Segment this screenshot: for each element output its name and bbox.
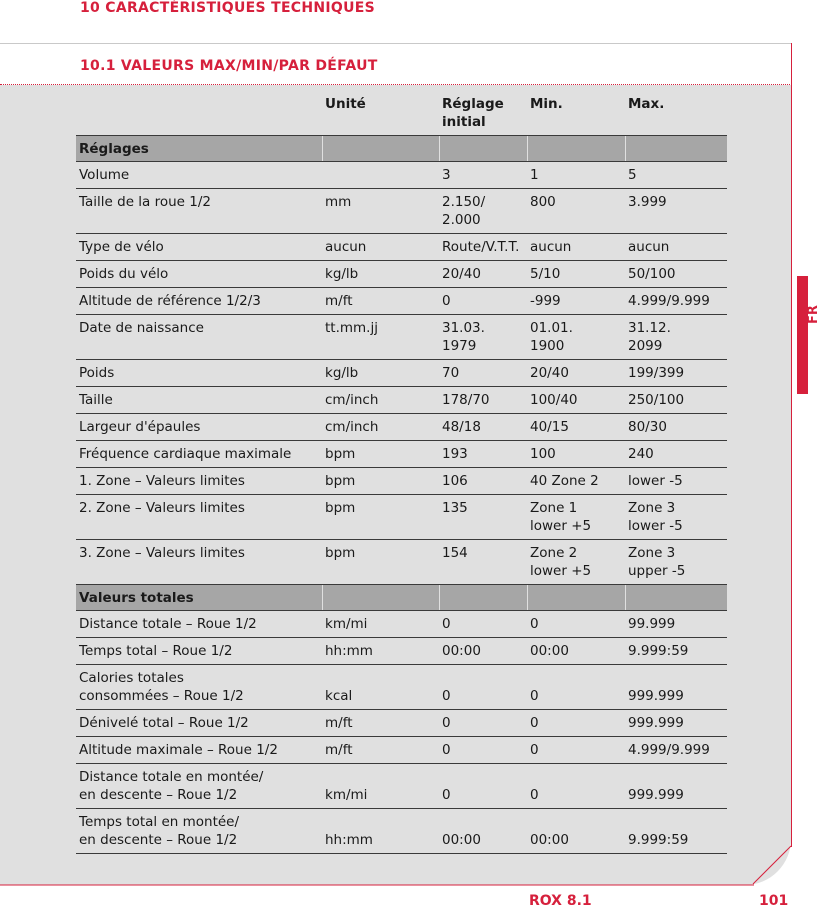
dotted-divider <box>0 84 792 85</box>
table-cell: 9.999:59 <box>625 809 727 854</box>
table-cell: 00:00 <box>439 638 527 665</box>
table-cell: cm/inch <box>322 387 439 414</box>
table-cell: m/ft <box>322 288 439 315</box>
table-row <box>76 414 727 441</box>
table-row <box>76 189 727 234</box>
table-cell: bpm <box>322 540 439 585</box>
table-cell: aucun <box>625 234 727 261</box>
table-row <box>76 764 727 809</box>
table-cell: Largeur d'épaules <box>76 414 322 441</box>
table-cell: lower -5 <box>625 468 727 495</box>
table-cell: 3. Zone – Valeurs limites <box>76 540 322 585</box>
table-cell: 2.150/ 2.000 <box>439 189 527 234</box>
table-row <box>76 234 727 261</box>
table-row <box>76 540 727 585</box>
table-cell: 1 <box>527 162 625 189</box>
table-row <box>76 495 727 540</box>
table-cell: cm/inch <box>322 414 439 441</box>
section-cell <box>439 585 527 611</box>
table-cell: 0 <box>527 710 625 737</box>
table-row <box>76 611 727 638</box>
table-cell: aucun <box>527 234 625 261</box>
table-cell: Altitude de référence 1/2/3 <box>76 288 322 315</box>
table-cell: kg/lb <box>322 261 439 288</box>
table-row <box>76 441 727 468</box>
section-title-cell: Réglages <box>76 136 322 162</box>
table-cell: 3.999 <box>625 189 727 234</box>
section-row <box>76 585 727 611</box>
table-cell: 50/100 <box>625 261 727 288</box>
table-cell: Poids du vélo <box>76 261 322 288</box>
table-cell: mm <box>322 189 439 234</box>
table-cell: 0 <box>527 665 625 710</box>
table-cell: 0 <box>527 737 625 764</box>
table-cell: Zone 3 lower -5 <box>625 495 727 540</box>
header-cell: Unité <box>322 91 439 136</box>
table-row <box>76 288 727 315</box>
section-cell <box>439 136 527 162</box>
table-cell: tt.mm.jj <box>322 315 439 360</box>
table-cell: 0 <box>439 611 527 638</box>
table-cell: 5/10 <box>527 261 625 288</box>
table-cell: Distance totale – Roue 1/2 <box>76 611 322 638</box>
table-cell: 0 <box>439 737 527 764</box>
table-cell: 70 <box>439 360 527 387</box>
table-cell: hh:mm <box>322 638 439 665</box>
table-cell: 0 <box>527 611 625 638</box>
table-cell: Altitude maximale – Roue 1/2 <box>76 737 322 764</box>
table-cell: Zone 1 lower +5 <box>527 495 625 540</box>
table-cell: 250/100 <box>625 387 727 414</box>
table-cell: bpm <box>322 441 439 468</box>
table-cell: -999 <box>527 288 625 315</box>
table-cell: 80/30 <box>625 414 727 441</box>
table-cell: 0 <box>527 764 625 809</box>
table-cell: Date de naissance <box>76 315 322 360</box>
table-row <box>76 360 727 387</box>
table-cell: Volume <box>76 162 322 189</box>
section-cell <box>625 136 727 162</box>
table-cell: m/ft <box>322 737 439 764</box>
section-cell <box>527 585 625 611</box>
table-cell: 800 <box>527 189 625 234</box>
table-cell: Distance totale en montée/ en descente – Roue 1/2 <box>76 764 322 809</box>
table-cell: 178/70 <box>439 387 527 414</box>
table-cell: 00:00 <box>527 809 625 854</box>
table-cell: 4.999/9.999 <box>625 288 727 315</box>
table-cell: Fréquence cardiaque maximale <box>76 441 322 468</box>
table-cell: Route/V.T.T. <box>439 234 527 261</box>
table-cell: Dénivelé total – Roue 1/2 <box>76 710 322 737</box>
table-cell: kcal <box>322 665 439 710</box>
table-cell: 999.999 <box>625 710 727 737</box>
table-cell: 5 <box>625 162 727 189</box>
table-row <box>76 809 727 854</box>
section-cell <box>322 585 439 611</box>
header-cell: Max. <box>625 91 727 136</box>
table-cell: 0 <box>439 288 527 315</box>
table-cell: Temps total – Roue 1/2 <box>76 638 322 665</box>
table-row <box>76 468 727 495</box>
section-cell <box>625 585 727 611</box>
section-cell <box>322 136 439 162</box>
table-cell: Zone 3 upper -5 <box>625 540 727 585</box>
table-cell: 999.999 <box>625 764 727 809</box>
table-cell: Taille <box>76 387 322 414</box>
table-cell: 154 <box>439 540 527 585</box>
table-row <box>76 387 727 414</box>
spec-table <box>76 91 727 854</box>
table-cell: km/mi <box>322 611 439 638</box>
chapter-title: 10 CARACTÉRISTIQUES TECHNIQUES <box>80 0 376 16</box>
section-row <box>76 136 727 162</box>
table-cell: 2. Zone – Valeurs limites <box>76 495 322 540</box>
header-cell: Réglage initial <box>439 91 527 136</box>
table-row <box>76 315 727 360</box>
table-row <box>76 638 727 665</box>
section-cell <box>527 136 625 162</box>
table-cell: 4.999/9.999 <box>625 737 727 764</box>
table-cell: Type de vélo <box>76 234 322 261</box>
table-cell: 135 <box>439 495 527 540</box>
table-cell: 48/18 <box>439 414 527 441</box>
table-cell: bpm <box>322 495 439 540</box>
table-row <box>76 261 727 288</box>
table-cell: 0 <box>439 764 527 809</box>
table-cell: 9.999:59 <box>625 638 727 665</box>
table-cell: 99.999 <box>625 611 727 638</box>
table-cell: 193 <box>439 441 527 468</box>
table-cell <box>322 162 439 189</box>
table-cell: 00:00 <box>527 638 625 665</box>
page-number: 101 <box>759 893 789 909</box>
table-cell: 01.01. 1900 <box>527 315 625 360</box>
table-cell: bpm <box>322 468 439 495</box>
table-cell: Zone 2 lower +5 <box>527 540 625 585</box>
table-cell: 106 <box>439 468 527 495</box>
table-cell: Calories totales consommées – Roue 1/2 <box>76 665 322 710</box>
table-row <box>76 162 727 189</box>
table-header-row <box>76 91 727 136</box>
table-cell: 31.12. 2099 <box>625 315 727 360</box>
table-cell: 3 <box>439 162 527 189</box>
table-row <box>76 665 727 710</box>
table-cell: kg/lb <box>322 360 439 387</box>
table-cell: 40/15 <box>527 414 625 441</box>
table-cell: m/ft <box>322 710 439 737</box>
table-cell: 999.999 <box>625 665 727 710</box>
table-cell: Poids <box>76 360 322 387</box>
table-cell: Taille de la roue 1/2 <box>76 189 322 234</box>
table-cell: 1. Zone – Valeurs limites <box>76 468 322 495</box>
table-cell: Temps total en montée/ en descente – Roue 1/2 <box>76 809 322 854</box>
table-cell: 00:00 <box>439 809 527 854</box>
table-cell: 31.03. 1979 <box>439 315 527 360</box>
table-cell: hh:mm <box>322 809 439 854</box>
table-cell: 199/399 <box>625 360 727 387</box>
table-cell: 40 Zone 2 <box>527 468 625 495</box>
table-cell: km/mi <box>322 764 439 809</box>
table-cell: 100/40 <box>527 387 625 414</box>
language-tab-label: FR <box>806 305 821 324</box>
table-cell: 100 <box>527 441 625 468</box>
table-cell: 240 <box>625 441 727 468</box>
table-row <box>76 710 727 737</box>
section-title-cell: Valeurs totales <box>76 585 322 611</box>
language-tab-inner <box>808 276 827 394</box>
header-cell: Min. <box>527 91 625 136</box>
table-cell: 0 <box>439 710 527 737</box>
header-cell <box>76 91 322 136</box>
footer-model: ROX 8.1 <box>529 893 592 909</box>
table-cell: aucun <box>322 234 439 261</box>
table-row <box>76 737 727 764</box>
table-cell: 0 <box>439 665 527 710</box>
table-cell: 20/40 <box>527 360 625 387</box>
table-cell: 20/40 <box>439 261 527 288</box>
section-title: 10.1 VALEURS MAX/MIN/PAR DÉFAUT <box>80 58 378 74</box>
